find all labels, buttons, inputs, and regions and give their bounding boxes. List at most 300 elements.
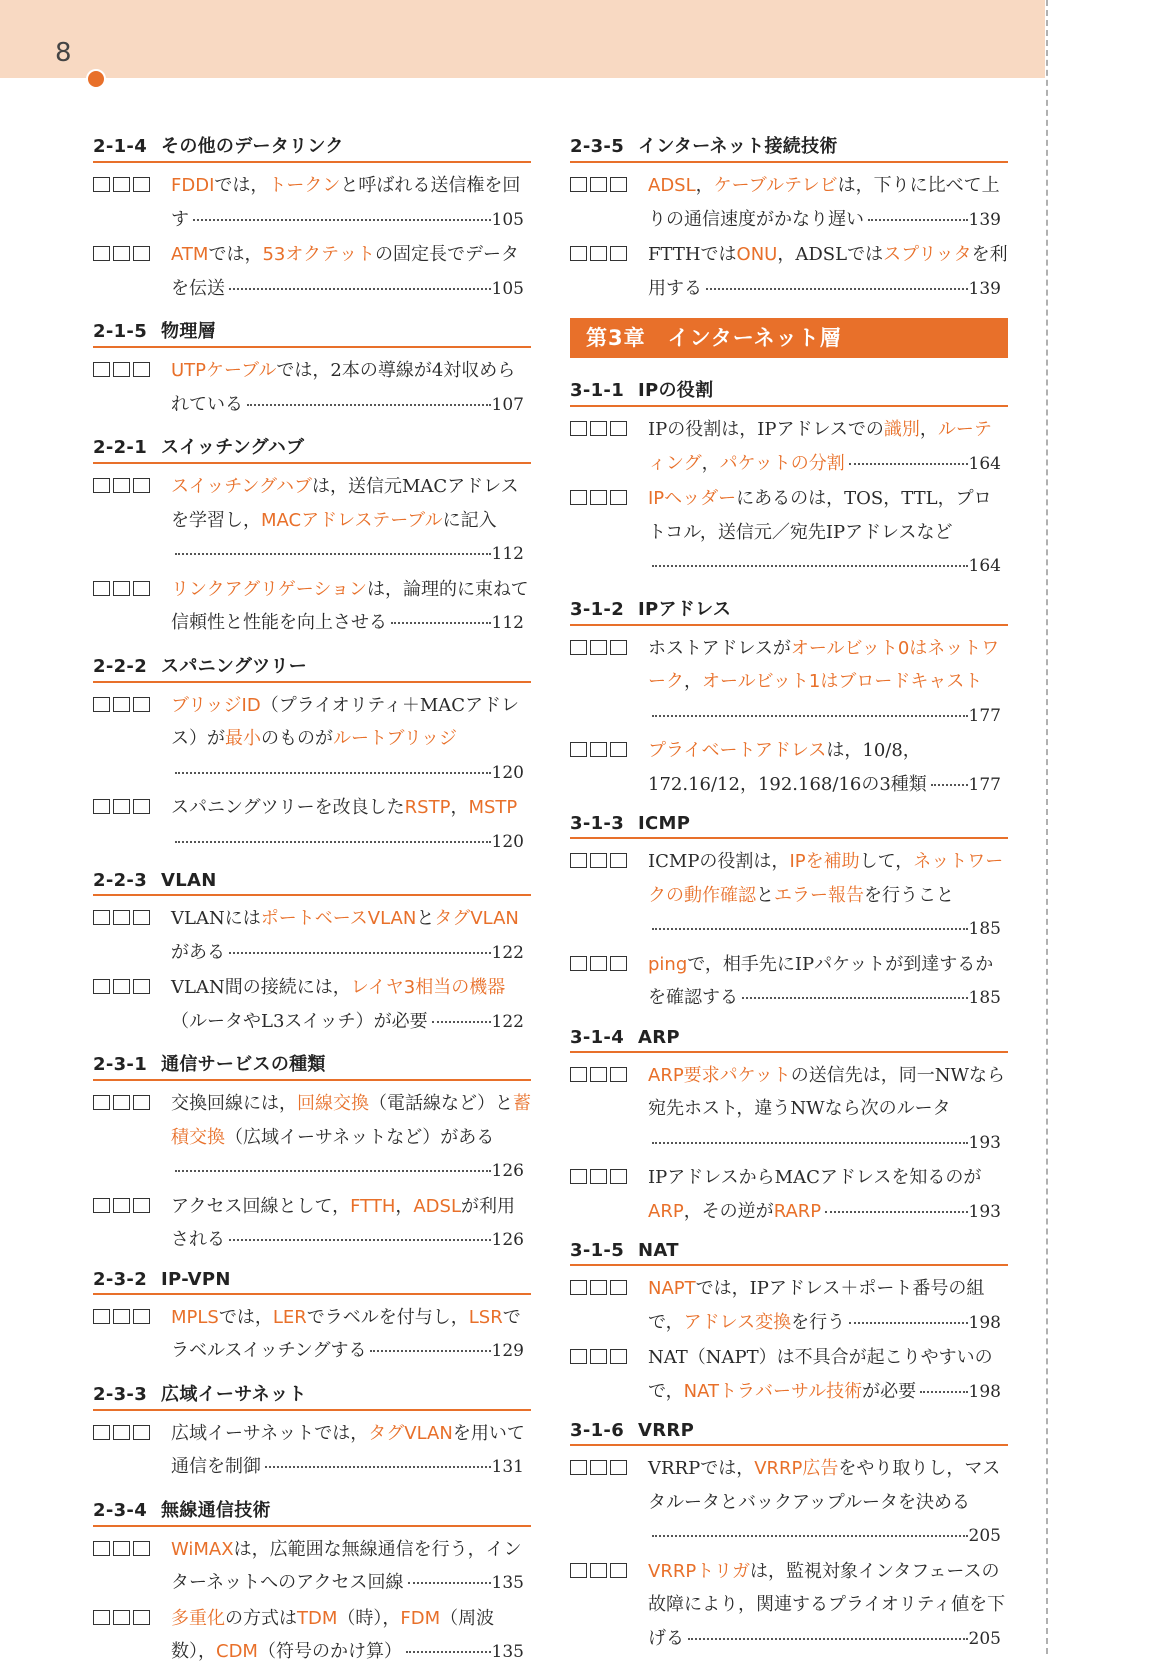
section-title: インターネット接続技術 xyxy=(638,136,838,157)
section-title: 通信サービスの種類 xyxy=(161,1054,326,1075)
section-number: 3-1-3 xyxy=(570,813,625,834)
dot-leader xyxy=(652,1535,968,1537)
section-2-3-3 xyxy=(93,1378,531,1485)
keyword-highlight: LER xyxy=(272,1306,307,1328)
keyword-highlight: 最小 xyxy=(225,728,261,749)
body-text: して， xyxy=(859,851,914,872)
keyword-highlight: リンクアグリゲーション xyxy=(171,578,368,600)
checkbox[interactable] xyxy=(570,853,587,868)
section-2-3-2 xyxy=(93,1267,531,1369)
section-number: 2-3-2 xyxy=(93,1268,148,1290)
keyword-highlight: ケーブルテレビ xyxy=(713,175,838,196)
body-text: に記入 xyxy=(442,509,497,531)
checklist-item xyxy=(93,470,531,572)
dot-leader xyxy=(229,288,491,290)
checkbox[interactable] xyxy=(610,1349,627,1364)
keyword-highlight: タグVLAN xyxy=(368,1422,453,1444)
body-text: は，10/8，172.16/12，192.168/16の3種類 xyxy=(648,740,927,795)
checkbox[interactable] xyxy=(570,1067,587,1082)
page-reference: 193 xyxy=(968,1201,1001,1222)
page-number: 8 xyxy=(55,38,72,68)
checkbox[interactable] xyxy=(610,956,627,971)
checkbox[interactable] xyxy=(113,478,130,493)
body-text: の固定長でデータを伝送 xyxy=(171,244,519,299)
checkbox[interactable] xyxy=(93,362,110,377)
checkbox[interactable] xyxy=(570,421,587,436)
body-text: を行う xyxy=(791,1311,846,1333)
section-2-1-4 xyxy=(93,130,531,306)
item-text xyxy=(648,632,1008,734)
body-text: は，監視対象インタフェースの故障により，関連するプライオリティ値を下げる xyxy=(648,1560,1006,1649)
page-reference: 112 xyxy=(491,613,524,633)
checkbox[interactable] xyxy=(590,177,607,192)
checkbox[interactable] xyxy=(590,1067,607,1082)
checkbox[interactable] xyxy=(113,362,130,377)
checkbox[interactable] xyxy=(590,421,607,436)
section-3-1-5 xyxy=(570,1238,1008,1409)
section-title: 広域イーサネット xyxy=(161,1383,307,1405)
page-reference: 126 xyxy=(491,1161,524,1181)
page-reference: 107 xyxy=(491,394,524,415)
checkbox[interactable] xyxy=(133,697,150,712)
body-text: 広域イーサネットでは， xyxy=(171,1422,369,1444)
section-heading xyxy=(570,374,1008,407)
body-text: ， xyxy=(450,797,469,818)
keyword-highlight: オールビット0はネットワーク xyxy=(648,637,1000,692)
section-2-3-1 xyxy=(93,1048,531,1258)
checkbox[interactable] xyxy=(113,1541,130,1556)
checkbox[interactable] xyxy=(570,177,587,192)
dot-leader xyxy=(175,1170,491,1172)
body-text: ，ADSLでは xyxy=(777,244,884,265)
section-title: NAT xyxy=(638,1240,679,1261)
checklist-item xyxy=(93,1190,531,1258)
keyword-highlight: NAPT xyxy=(648,1278,696,1299)
keyword-highlight: CDM xyxy=(216,1641,258,1662)
checkbox[interactable] xyxy=(610,1067,627,1082)
section-3-1-6 xyxy=(570,1418,1008,1656)
checklist-item xyxy=(570,734,1008,802)
checkbox[interactable] xyxy=(113,979,130,994)
checkbox[interactable] xyxy=(133,1309,150,1324)
checkbox[interactable] xyxy=(610,246,627,261)
checkbox[interactable] xyxy=(570,490,587,505)
checkbox[interactable] xyxy=(93,1425,110,1440)
check-boxes xyxy=(93,1301,171,1324)
checkbox[interactable] xyxy=(570,246,587,261)
item-text xyxy=(171,1533,531,1601)
item-text xyxy=(648,1452,1008,1554)
keyword-highlight: IPヘッダー xyxy=(648,488,737,509)
checkbox[interactable] xyxy=(133,1095,150,1110)
checklist-item xyxy=(93,354,531,422)
section-2-2-2 xyxy=(93,650,531,860)
page-reference: 205 xyxy=(968,1526,1001,1546)
check-boxes xyxy=(93,791,171,814)
checkbox[interactable] xyxy=(590,742,607,757)
checklist-item xyxy=(570,413,1008,481)
dot-leader xyxy=(408,1582,491,1584)
checkbox[interactable] xyxy=(133,246,150,261)
keyword-highlight: VRRPトリガ xyxy=(648,1560,751,1582)
section-2-1-5 xyxy=(93,315,531,422)
checkbox[interactable] xyxy=(590,246,607,261)
keyword-highlight: VRRP広告 xyxy=(754,1458,839,1479)
right-column-bottom xyxy=(570,374,1008,1656)
check-boxes xyxy=(570,948,648,971)
page-reference: 198 xyxy=(968,1381,1001,1402)
check-boxes xyxy=(570,482,648,505)
section-heading xyxy=(570,593,1008,626)
body-text: FTTHでは xyxy=(648,244,737,265)
keyword-highlight: タグVLAN xyxy=(434,908,519,929)
check-boxes xyxy=(93,902,171,925)
checkbox[interactable] xyxy=(93,177,110,192)
item-text xyxy=(171,1417,531,1485)
item-text xyxy=(648,169,1008,237)
checkbox[interactable] xyxy=(113,1198,130,1213)
checkbox[interactable] xyxy=(113,177,130,192)
body-text: VLAN間の接続には， xyxy=(171,977,351,998)
body-text: は，下りに比べて上りの通信速度がかなり遅い xyxy=(648,175,1000,230)
section-number: 2-1-5 xyxy=(93,321,148,342)
keyword-highlight: ネットワークの動作確認 xyxy=(648,851,1004,906)
body-text: の送信先は，同一NWなら宛先ホスト，違うNWなら次のルータ xyxy=(648,1064,1006,1119)
checkbox[interactable] xyxy=(93,478,110,493)
checkbox[interactable] xyxy=(93,1095,110,1110)
body-text: では，IPアドレス＋ポート番号の組で， xyxy=(648,1278,985,1333)
item-text xyxy=(648,1161,1008,1229)
checkbox[interactable] xyxy=(610,853,627,868)
checkbox[interactable] xyxy=(93,697,110,712)
checkbox[interactable] xyxy=(133,1425,150,1440)
body-text: （周波数）， xyxy=(171,1607,495,1662)
checkbox[interactable] xyxy=(93,1610,110,1625)
check-boxes xyxy=(570,169,648,192)
dot-leader xyxy=(391,622,491,624)
dot-leader xyxy=(175,553,491,555)
body-text: アクセス回線として， xyxy=(171,1195,351,1217)
item-text xyxy=(648,413,1008,481)
section-number: 2-3-4 xyxy=(93,1499,148,1521)
section-number: 3-1-5 xyxy=(570,1240,625,1261)
page-reference: 105 xyxy=(491,209,524,230)
checklist-item xyxy=(93,1301,531,1369)
section-number: 2-1-4 xyxy=(93,136,148,157)
page-reference: 185 xyxy=(968,988,1001,1008)
checkbox[interactable] xyxy=(610,1280,627,1295)
checkbox[interactable] xyxy=(133,1541,150,1556)
check-boxes xyxy=(570,238,648,261)
section-number: 3-1-1 xyxy=(570,380,625,401)
checkbox[interactable] xyxy=(93,910,110,925)
body-text: IPアドレスからMACアドレスを知るのが xyxy=(648,1167,982,1188)
body-text: ICMPの役割は， xyxy=(648,851,790,872)
section-3-1-1 xyxy=(570,374,1008,584)
keyword-highlight: LSR xyxy=(468,1306,503,1328)
checkbox[interactable] xyxy=(113,1095,130,1110)
keyword-highlight: ADSL xyxy=(648,175,696,196)
checklist-item xyxy=(570,1059,1008,1161)
checkbox[interactable] xyxy=(113,910,130,925)
checkbox[interactable] xyxy=(590,640,607,655)
body-text: では， xyxy=(214,175,269,196)
section-number: 2-3-5 xyxy=(570,136,625,157)
chapter-heading: 第3章 インターネット層 xyxy=(570,318,1008,358)
section-number: 3-1-4 xyxy=(570,1026,625,1048)
page-reference: 139 xyxy=(968,278,1001,299)
keyword-highlight: UTPケーブル xyxy=(171,360,277,381)
checkbox[interactable] xyxy=(93,1198,110,1213)
checkbox[interactable] xyxy=(93,1541,110,1556)
check-boxes xyxy=(570,1059,648,1082)
checkbox[interactable] xyxy=(610,1460,627,1475)
dot-leader xyxy=(406,1651,491,1653)
checkbox[interactable] xyxy=(93,979,110,994)
body-text: ， xyxy=(684,671,702,692)
checkbox[interactable] xyxy=(610,1563,627,1578)
dot-leader xyxy=(193,219,491,221)
check-boxes xyxy=(570,632,648,655)
body-text: 交換回線には， xyxy=(171,1093,297,1114)
checkbox[interactable] xyxy=(93,1309,110,1324)
item-text xyxy=(648,948,1008,1016)
checkbox[interactable] xyxy=(113,697,130,712)
dot-leader xyxy=(432,1021,491,1023)
checkbox[interactable] xyxy=(113,1309,130,1324)
section-number: 2-3-1 xyxy=(93,1054,148,1075)
checkbox[interactable] xyxy=(133,910,150,925)
checklist-item xyxy=(570,1555,1008,1657)
checkbox[interactable] xyxy=(590,853,607,868)
checkbox[interactable] xyxy=(133,1610,150,1625)
page-marker-dot xyxy=(86,69,106,89)
item-text xyxy=(648,1059,1008,1161)
checkbox[interactable] xyxy=(113,1610,130,1625)
keyword-highlight: 蓄積交換 xyxy=(171,1093,531,1148)
body-text: は，送信元MACアドレスを学習し， xyxy=(171,476,519,531)
keyword-highlight: ping xyxy=(648,953,688,975)
item-text xyxy=(171,1602,531,1670)
body-text: VLANには xyxy=(171,908,261,929)
checkbox[interactable] xyxy=(133,177,150,192)
body-text: NAT（NAPT）は不具合が起こりやすいので， xyxy=(648,1347,993,1402)
checklist-item xyxy=(570,1161,1008,1229)
body-text: を用いて通信を制御 xyxy=(171,1422,525,1477)
body-text: ， xyxy=(919,419,938,440)
checklist-item xyxy=(570,482,1008,584)
section-2-3-5 xyxy=(570,130,1008,306)
section-title: 物理層 xyxy=(161,321,216,342)
item-text xyxy=(648,238,1008,306)
section-heading xyxy=(93,431,531,464)
body-text: では， xyxy=(208,244,263,265)
right-column xyxy=(570,130,1008,1665)
dot-leader xyxy=(229,1239,491,1241)
section-title: VLAN xyxy=(161,870,217,891)
checkbox[interactable] xyxy=(133,581,150,596)
checkbox[interactable] xyxy=(93,581,110,596)
section-heading xyxy=(93,315,531,348)
checkbox[interactable] xyxy=(590,1460,607,1475)
section-title: IPの役割 xyxy=(638,380,714,401)
section-number: 3-1-6 xyxy=(570,1420,625,1441)
page-reference: 120 xyxy=(491,831,524,852)
checkbox[interactable] xyxy=(570,1280,587,1295)
checkbox[interactable] xyxy=(570,1349,587,1364)
item-text xyxy=(171,1190,531,1258)
checklist-item xyxy=(93,1417,531,1485)
dot-leader xyxy=(229,952,491,954)
section-title: 無線通信技術 xyxy=(161,1499,271,1521)
checkbox[interactable] xyxy=(113,799,130,814)
section-heading xyxy=(570,1238,1008,1266)
keyword-highlight: スイッチングハブ xyxy=(171,476,312,497)
section-heading xyxy=(93,1267,531,1295)
checklist-item xyxy=(570,1452,1008,1554)
checklist-item xyxy=(93,1602,531,1670)
page-reference: 126 xyxy=(491,1230,524,1250)
checklist-item xyxy=(570,632,1008,734)
body-text: ， xyxy=(695,175,714,196)
keyword-highlight: MACアドレステーブル xyxy=(261,509,443,531)
checklist-item xyxy=(93,238,531,306)
body-text: でラベルスイッチングする xyxy=(171,1306,521,1361)
section-heading xyxy=(570,1418,1008,1446)
item-text xyxy=(171,573,531,641)
checkbox[interactable] xyxy=(610,421,627,436)
checkbox[interactable] xyxy=(590,490,607,505)
item-text xyxy=(648,1341,1008,1409)
keyword-highlight: トークン xyxy=(268,175,341,196)
section-3-1-2 xyxy=(570,593,1008,803)
checkbox[interactable] xyxy=(113,246,130,261)
keyword-highlight: 53オクテット xyxy=(262,244,375,265)
keyword-highlight: ADSL xyxy=(413,1195,461,1217)
check-boxes xyxy=(570,1272,648,1295)
section-heading xyxy=(93,1378,531,1411)
keyword-highlight: 回線交換 xyxy=(297,1093,369,1114)
checkbox[interactable] xyxy=(590,1169,607,1184)
page-reference: 135 xyxy=(491,1642,524,1662)
dot-leader xyxy=(688,1638,968,1640)
checkbox[interactable] xyxy=(113,1425,130,1440)
body-text: と xyxy=(416,908,435,929)
page-reference: 135 xyxy=(491,1573,524,1593)
section-number: 2-2-1 xyxy=(93,437,148,458)
keyword-highlight: パケットの分割 xyxy=(719,452,845,474)
dot-leader xyxy=(652,1142,968,1144)
checkbox[interactable] xyxy=(570,640,587,655)
check-boxes xyxy=(570,1341,648,1364)
body-text: は，広範囲な無線通信を行う，インターネットへのアクセス回線 xyxy=(171,1538,522,1593)
check-boxes xyxy=(93,1087,171,1110)
checkbox[interactable] xyxy=(133,799,150,814)
checkbox[interactable] xyxy=(570,1563,587,1578)
checkbox[interactable] xyxy=(133,362,150,377)
checkbox[interactable] xyxy=(570,742,587,757)
checklist-item xyxy=(570,238,1008,306)
checkbox[interactable] xyxy=(93,246,110,261)
checkbox[interactable] xyxy=(133,979,150,994)
right-column-top xyxy=(570,130,1008,306)
item-text xyxy=(648,734,1008,802)
section-number: 2-3-3 xyxy=(93,1383,148,1405)
item-text xyxy=(648,1272,1008,1340)
body-text: （広域イーサネットなど）がある xyxy=(225,1126,495,1148)
checklist-item xyxy=(93,573,531,641)
body-text: を行うこと xyxy=(864,884,954,906)
section-number: 3-1-2 xyxy=(570,598,625,620)
item-text xyxy=(648,1555,1008,1657)
checkbox[interactable] xyxy=(93,799,110,814)
body-text: が利用される xyxy=(171,1195,515,1250)
keyword-highlight: IPを補助 xyxy=(789,851,860,872)
item-text xyxy=(171,470,531,572)
check-boxes xyxy=(93,689,171,712)
checkbox[interactable] xyxy=(570,1169,587,1184)
checklist-item xyxy=(93,791,531,859)
checklist-item xyxy=(93,1533,531,1601)
body-text: （ルータやL3スイッチ）が必要 xyxy=(171,1010,428,1032)
page-reference: 112 xyxy=(491,544,524,564)
checkbox[interactable] xyxy=(590,1563,607,1578)
checkbox[interactable] xyxy=(133,478,150,493)
body-text: IPの役割は，IPアドレスでの xyxy=(648,419,884,440)
item-text xyxy=(171,169,531,237)
checkbox[interactable] xyxy=(590,956,607,971)
section-number: 2-2-3 xyxy=(93,870,148,891)
check-boxes xyxy=(570,1555,648,1578)
checkbox[interactable] xyxy=(133,1198,150,1213)
checkbox[interactable] xyxy=(610,742,627,757)
checkbox[interactable] xyxy=(610,177,627,192)
page-reference: 139 xyxy=(968,209,1001,230)
checkbox[interactable] xyxy=(113,581,130,596)
page-reference: 122 xyxy=(491,1011,524,1032)
section-title: IPアドレス xyxy=(638,598,732,620)
body-text: （プライオリティ＋MACアドレス）が xyxy=(171,694,520,749)
page-reference: 164 xyxy=(968,453,1001,474)
section-title: VRRP xyxy=(638,1420,695,1441)
keyword-highlight: ポートベースVLAN xyxy=(260,908,417,929)
check-boxes xyxy=(93,238,171,261)
checklist-item xyxy=(93,169,531,237)
check-boxes xyxy=(570,1452,648,1475)
keyword-highlight: WiMAX xyxy=(171,1538,234,1560)
checklist-item xyxy=(570,948,1008,1016)
checkbox[interactable] xyxy=(570,1460,587,1475)
check-boxes xyxy=(570,845,648,868)
keyword-highlight: 識別 xyxy=(883,419,920,440)
checkbox[interactable] xyxy=(590,1280,607,1295)
page-reference: 177 xyxy=(968,774,1001,795)
checkbox[interactable] xyxy=(570,956,587,971)
checkbox[interactable] xyxy=(590,1349,607,1364)
keyword-highlight: FDM xyxy=(400,1607,441,1629)
page-reference: 198 xyxy=(968,1312,1001,1333)
keyword-highlight: RSTP xyxy=(404,797,451,818)
checkbox[interactable] xyxy=(610,640,627,655)
checkbox[interactable] xyxy=(610,490,627,505)
check-boxes xyxy=(93,1602,171,1625)
keyword-highlight: TDM xyxy=(297,1607,338,1629)
section-3-1-3 xyxy=(570,811,1008,1016)
keyword-highlight: プライベートアドレス xyxy=(648,740,827,761)
checkbox[interactable] xyxy=(610,1169,627,1184)
keyword-highlight: ブリッジID xyxy=(171,694,261,716)
section-3-1-4 xyxy=(570,1025,1008,1230)
